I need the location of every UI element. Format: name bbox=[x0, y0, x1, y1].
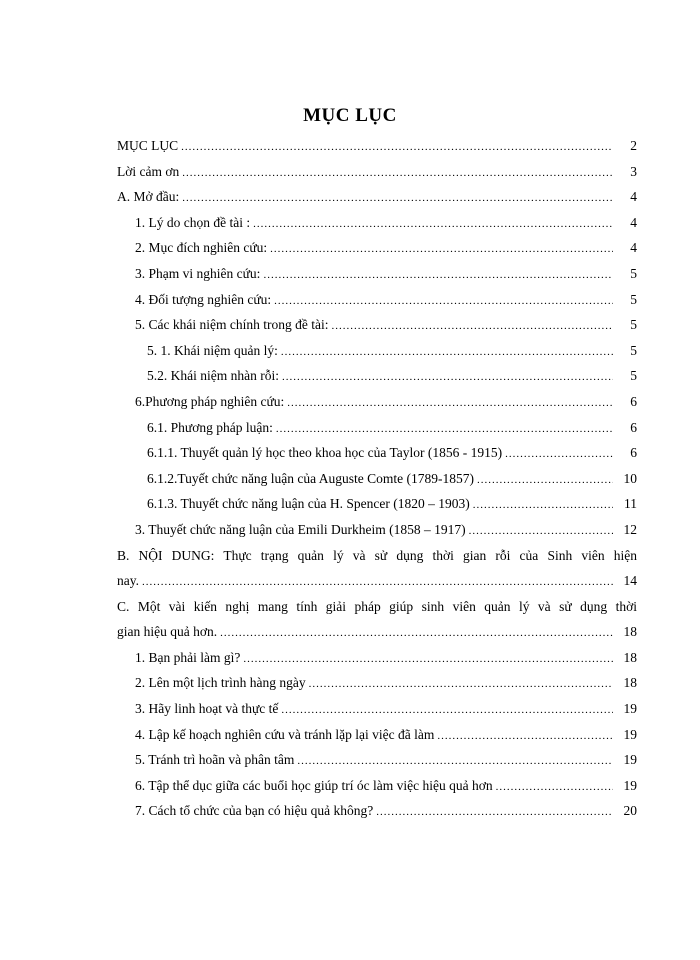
leader-dots bbox=[297, 755, 613, 767]
toc-entry[interactable] bbox=[117, 701, 637, 727]
toc-entry-page: 3 bbox=[630, 163, 637, 179]
toc-entry-page: 10 bbox=[623, 470, 637, 486]
toc-entry[interactable] bbox=[117, 522, 637, 548]
toc-entry[interactable] bbox=[117, 471, 637, 497]
leader-dots bbox=[282, 371, 613, 383]
toc-entry-label-line2: gian hiệu quả hơn. bbox=[117, 624, 218, 640]
toc-entry-label: 5.2. Khái niệm nhàn rỗi: bbox=[147, 368, 279, 384]
leader-dots bbox=[220, 627, 613, 639]
toc-entry[interactable] bbox=[117, 189, 637, 215]
toc-entry-label: 5. Các khái niệm chính trong đề tài: bbox=[135, 317, 329, 333]
toc-entry-page: 18 bbox=[623, 675, 637, 691]
toc-entry-label: 6.Phương pháp nghiên cứu: bbox=[135, 393, 285, 409]
leader-dots bbox=[182, 192, 613, 204]
toc-entry-label: 3. Hãy linh hoạt và thực tế bbox=[135, 701, 279, 717]
toc-entry-page: 6 bbox=[630, 393, 637, 409]
toc-entry-page: 18 bbox=[623, 624, 637, 640]
toc-entry[interactable] bbox=[117, 292, 637, 318]
leader-dots bbox=[496, 781, 613, 793]
toc-entry-page: 6 bbox=[630, 419, 637, 435]
leader-dots bbox=[281, 704, 613, 716]
leader-dots bbox=[309, 678, 613, 690]
leader-dots bbox=[253, 218, 613, 230]
toc-entry-page: 4 bbox=[630, 189, 637, 205]
leader-dots bbox=[263, 269, 613, 281]
toc-entry-label-line1: C. Một vài kiến nghị mang tính giải pháp giúp sinh viên quản lý và sử dụng thời bbox=[117, 598, 637, 614]
leader-dots bbox=[181, 141, 613, 153]
toc-entry-page: 19 bbox=[623, 726, 637, 742]
leader-dots bbox=[287, 397, 613, 409]
leader-dots bbox=[477, 474, 613, 486]
toc-entry[interactable] bbox=[117, 778, 637, 804]
toc-entry[interactable] bbox=[117, 420, 637, 446]
table-of-contents bbox=[117, 138, 637, 829]
toc-entry-label: 4. Đối tượng nghiên cứu: bbox=[135, 291, 272, 307]
toc-entry-page: 18 bbox=[623, 649, 637, 665]
toc-entry-page: 19 bbox=[623, 777, 637, 793]
toc-entry-label: 6.1.2.Tuyết chức năng luận của Auguste Comte (1789-1857) bbox=[147, 470, 475, 486]
toc-entry-page: 6 bbox=[630, 445, 637, 461]
toc-entry-label: 6. Tập thể dục giữa các buổi học giúp trí óc làm việc hiệu quả hơn bbox=[135, 777, 493, 793]
toc-entry-label: 5. Tránh trì hoãn và phân tâm bbox=[135, 752, 295, 768]
leader-dots bbox=[243, 653, 613, 665]
toc-entry[interactable] bbox=[117, 164, 637, 190]
toc-entry-label: 6.1.1. Thuyết quản lý học theo khoa học của Taylor (1856 - 1915) bbox=[147, 445, 503, 461]
toc-entry-page: 20 bbox=[623, 803, 637, 819]
toc-entry-label: MỤC LỤC bbox=[117, 138, 179, 153]
toc-entry-label: 2. Mục đích nghiên cứu: bbox=[135, 240, 268, 256]
leader-dots bbox=[473, 499, 613, 511]
leader-dots bbox=[270, 243, 613, 255]
toc-entry[interactable] bbox=[117, 650, 637, 676]
toc-entry-label: 1. Bạn phải làm gì? bbox=[135, 649, 241, 665]
toc-entry-label: Lời cảm ơn bbox=[117, 163, 180, 179]
leader-dots bbox=[274, 295, 613, 307]
toc-entry-multiline[interactable] bbox=[117, 548, 637, 599]
toc-entry[interactable] bbox=[117, 343, 637, 369]
leader-dots bbox=[281, 346, 613, 358]
toc-entry-page: 5 bbox=[630, 368, 637, 384]
toc-entry-label: 3. Phạm vi nghiên cứu: bbox=[135, 265, 261, 281]
toc-entry-label: 7. Cách tổ chức của bạn có hiệu quả không? bbox=[135, 803, 374, 819]
toc-entry[interactable] bbox=[117, 675, 637, 701]
toc-entry[interactable] bbox=[117, 138, 637, 164]
toc-entry-label: 1. Lý do chọn đề tài : bbox=[135, 214, 251, 230]
toc-entry-page: 4 bbox=[630, 214, 637, 230]
toc-entry[interactable] bbox=[117, 727, 637, 753]
leader-dots bbox=[469, 525, 613, 537]
toc-entry[interactable] bbox=[117, 266, 637, 292]
toc-entry-page: 5 bbox=[630, 265, 637, 281]
toc-entry[interactable] bbox=[117, 240, 637, 266]
toc-entry-label: 6.1. Phương pháp luận: bbox=[147, 419, 273, 435]
toc-entry[interactable] bbox=[117, 445, 637, 471]
toc-entry-page: 11 bbox=[624, 496, 637, 512]
toc-entry-label: 5. 1. Khái niệm quản lý: bbox=[147, 342, 278, 358]
toc-entry[interactable] bbox=[117, 803, 637, 829]
toc-entry-page: 4 bbox=[630, 240, 637, 256]
toc-entry-label: 6.1.3. Thuyết chức năng luận của H. Spencer (1820 – 1903) bbox=[147, 496, 470, 512]
leader-dots bbox=[142, 576, 613, 588]
toc-entry-page: 5 bbox=[630, 291, 637, 307]
toc-entry-page: 5 bbox=[630, 317, 637, 333]
toc-entry-label: 3. Thuyết chức năng luận của Emili Durkheim (1858 – 1917) bbox=[135, 521, 466, 537]
toc-entry-label-line1: B. NỘI DUNG: Thực trạng quản lý và sử dụng thời gian rỗi của Sinh viên hiện bbox=[117, 547, 637, 563]
toc-entry-label: 2. Lên một lịch trình hàng ngày bbox=[135, 675, 306, 691]
page-title: MỤC LỤC bbox=[303, 105, 397, 126]
toc-entry-multiline[interactable] bbox=[117, 599, 637, 650]
toc-entry-label: A. Mở đầu: bbox=[117, 189, 180, 205]
leader-dots bbox=[276, 423, 613, 435]
toc-entry[interactable] bbox=[117, 317, 637, 343]
toc-entry-page: 19 bbox=[623, 701, 637, 717]
toc-entry-page: 14 bbox=[623, 573, 637, 589]
toc-entry-label: 4. Lập kế hoạch nghiên cứu và tránh lặp lại việc đã làm bbox=[135, 726, 435, 742]
toc-entry-page: 19 bbox=[623, 752, 637, 768]
toc-entry-page: 12 bbox=[623, 521, 637, 537]
toc-entry-page: 2 bbox=[630, 138, 637, 153]
leader-dots bbox=[331, 320, 613, 332]
toc-entry-label-line2: nay. bbox=[117, 573, 139, 589]
toc-entry[interactable] bbox=[117, 752, 637, 778]
leader-dots bbox=[182, 167, 613, 179]
toc-entry[interactable] bbox=[117, 496, 637, 522]
toc-entry[interactable] bbox=[117, 368, 637, 394]
leader-dots bbox=[437, 730, 613, 742]
toc-entry[interactable] bbox=[117, 394, 637, 420]
leader-dots bbox=[505, 448, 613, 460]
leader-dots bbox=[376, 806, 613, 818]
toc-entry[interactable] bbox=[117, 215, 637, 241]
toc-entry-page: 5 bbox=[630, 342, 637, 358]
